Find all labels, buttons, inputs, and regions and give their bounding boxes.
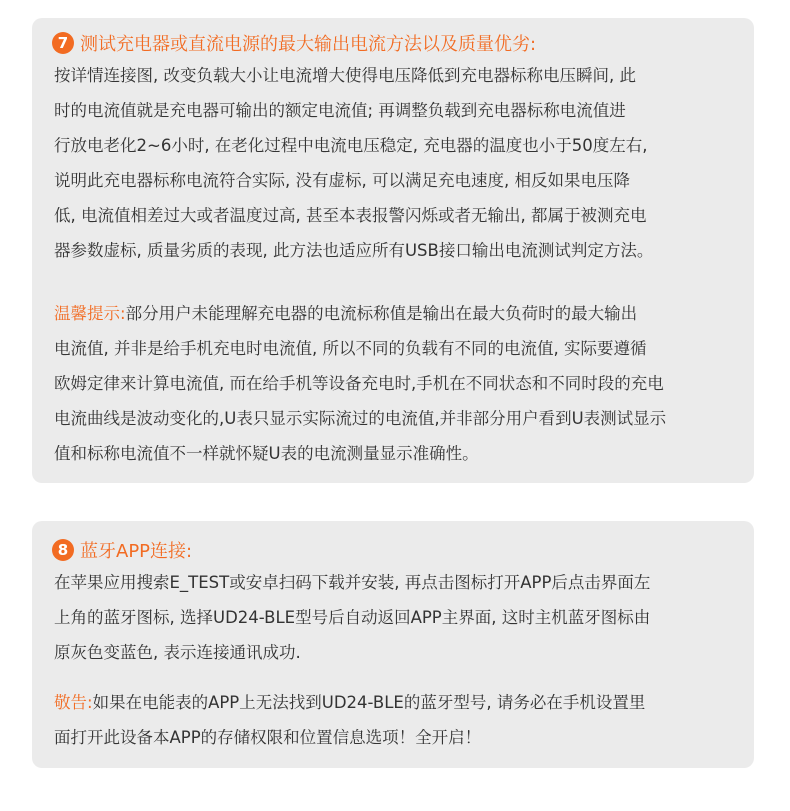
warning-label: 敬告: — [54, 693, 93, 712]
body-line: 时的电流值就是充电器可输出的额定电流值; 再调整负载到充电器标称电流值进 — [54, 101, 626, 120]
section-8-body — [54, 565, 754, 670]
tip-line: 电流曲线是波动变化的,U表只显示实际流过的电流值,并非部分用户看到U表测试显示 — [54, 409, 667, 428]
section-7-heading — [52, 30, 536, 56]
body-line: 低, 电流值相差过大或者温度过高, 甚至本表报警闪烁或者无输出, 都属于被测充电 — [54, 206, 647, 225]
body-line: 行放电老化2~6小时, 在老化过程中电流电压稳定, 充电器的温度也小于50度左右, — [54, 136, 648, 155]
section-7-tip — [54, 296, 754, 471]
body-line: 在苹果应用搜索E_TEST或安卓扫码下载并安装, 再点击图标打开APP后点击界面左 — [54, 573, 651, 592]
section-7-number-badge: 7 — [52, 32, 74, 54]
warning-line — [54, 685, 754, 720]
section-8-number-badge: 8 — [52, 539, 74, 561]
body-line: 说明此充电器标称电流符合实际, 没有虚标, 可以满足充电速度, 相反如果电压降 — [54, 171, 630, 190]
warning-text: 如果在电能表的APP上无法找到UD24-BLE的蓝牙型号, 请务必在手机设置里 — [92, 693, 646, 712]
section-7-body — [54, 58, 754, 268]
tip-text: 部分用户未能理解充电器的电流标称值是输出在最大负荷时的最大输出 — [125, 304, 638, 323]
tip-line: 电流值, 并非是给手机充电时电流值, 所以不同的负载有不同的电流值, 实际要遵循 — [54, 339, 647, 358]
warning-line: 面打开此设备本APP的存储权限和位置信息选项！全开启！ — [54, 728, 482, 747]
section-8-warning — [54, 685, 754, 755]
body-line: 上角的蓝牙图标, 选择UD24-BLE型号后自动返回APP主界面, 这时主机蓝牙图标由 — [54, 608, 651, 627]
tip-line: 值和标称电流值不一样就怀疑U表的电流测量显示准确性。 — [54, 444, 479, 463]
tip-label: 温馨提示: — [54, 304, 126, 323]
section-8-card — [32, 521, 754, 768]
section-8-title: 蓝牙APP连接: — [80, 541, 193, 562]
section-7-card — [32, 18, 754, 483]
section-7-title: 测试充电器或直流电源的最大输出电流方法以及质量优劣: — [80, 34, 537, 55]
body-line: 按详情连接图, 改变负载大小让电流增大使得电压降低到充电器标称电压瞬间, 此 — [54, 66, 636, 85]
section-8-heading — [52, 537, 192, 563]
tip-line: 欧姆定律来计算电流值, 而在给手机等设备充电时,手机在不同状态和不同时段的充电 — [54, 374, 664, 393]
body-line: 器参数虚标, 质量劣质的表现, 此方法也适应所有USB接口输出电流测试判定方法。 — [54, 241, 654, 260]
tip-line — [54, 296, 754, 331]
body-line: 原灰色变蓝色, 表示连接通讯成功. — [54, 643, 301, 662]
